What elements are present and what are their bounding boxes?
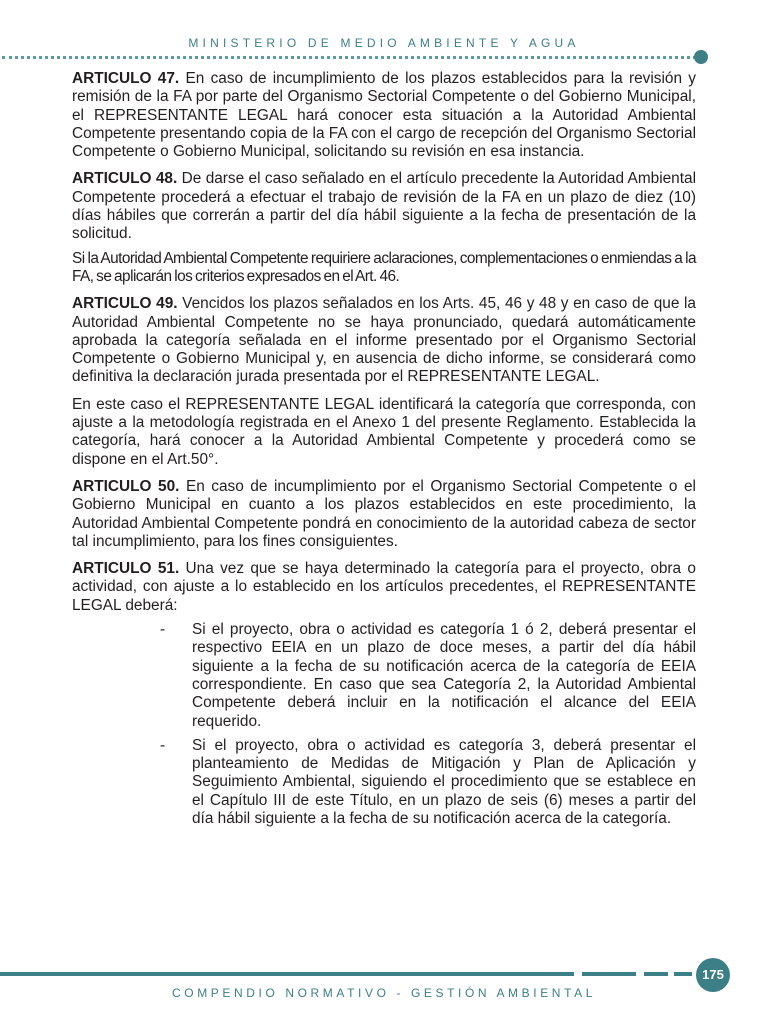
- header-dotted-rule: [2, 56, 696, 59]
- article-50: [72, 478, 696, 551]
- article-50-text: En caso de incumplimiento por el Organismo Sectorial Competente o el Gobierno Municipal en cuanto a los plazos establecidos en este procedimiento, la Autoridad Ambiental Competente pondrá en conocimiento de la autoridad cabeza de sector tal incumplimiento, para los fines consiguientes.: [72, 477, 696, 550]
- list-item-text: Si el proyecto, obra o actividad es categoría 1 ó 2, deberá presentar el respectivo EEIA en un plazo de doce meses, a partir del día hábil siguiente a la fecha de su notificación acerca de la categoría de EEIA correspondiente. En caso que sea Categoría 2, la Autoridad Ambiental Competente deberá incluir en la notificación el alcance del EEIA requerido.: [192, 621, 696, 730]
- article-49-label: ARTICULO 49.: [72, 295, 178, 313]
- page-number: 175: [696, 958, 730, 992]
- article-51: [72, 560, 696, 615]
- article-47: [72, 70, 696, 161]
- list-dash: -: [160, 736, 166, 754]
- article-51-list: [72, 621, 696, 828]
- page-body: [72, 70, 696, 834]
- running-footer: COMPENDIO NORMATIVO - GESTIÓN AMBIENTAL: [172, 986, 596, 1000]
- footer-rule-segment: [674, 972, 692, 976]
- article-49-paragraph-2: [72, 396, 696, 469]
- list-item-text: Si el proyecto, obra o actividad es categoría 3, deberá presentar el planteamiento de Medidas de Mitigación y Plan de Aplicación y Seguimiento Ambiental, siguiendo el procedimiento que se establece en el Capítulo III de este Título, en un plazo de seis (6) meses a partir del día hábil siguiente a la fecha de su notificación acerca de la categoría.: [192, 736, 696, 827]
- list-item: [160, 621, 696, 731]
- list-dash: -: [160, 621, 166, 639]
- article-49-para2-text: En este caso el REPRESENTANTE LEGAL identificará la categoría que corresponda, con ajuste a la metodología registrada en el Anexo 1 del presente Reglamento. Establecida la categoría, hará conocer a la Autoridad Ambiental Competente y procederá como se dispone en el Art.50°.: [72, 395, 696, 468]
- running-header: MINISTERIO DE MEDIO AMBIENTE Y AGUA: [188, 36, 580, 50]
- article-48-label: ARTICULO 48.: [72, 170, 178, 188]
- article-49: [72, 295, 696, 386]
- article-47-label: ARTICULO 47.: [72, 70, 180, 87]
- article-51-label: ARTICULO 51.: [72, 560, 180, 578]
- footer-rule-segment: [582, 972, 636, 976]
- list-item: [160, 736, 696, 828]
- footer-rule: [0, 972, 574, 976]
- footer-rule-segment: [644, 972, 668, 976]
- article-48-text: De darse el caso señalado en el artículo precedente la Autoridad Ambiental Competente procederá a efectuar el trabajo de revisión de la FA en un plazo de diez (10) días hábiles que correrán a partir del día hábil siguiente a la fecha de presentación de la solicitud.: [72, 170, 696, 243]
- article-48: [72, 170, 696, 243]
- header-rule-dot: [694, 50, 708, 64]
- article-48-para2-text: Si la Autoridad Ambiental Competente requiriere aclaraciones, complementaciones o enmiendas a la FA, se aplicarán los criterios expresados en el Art. 46.: [72, 249, 696, 285]
- article-49-text: Vencidos los plazos señalados en los Arts. 45, 46 y 48 y en caso de que la Autoridad Ambiental Competente no se haya pronunciado, quedará automáticamente aprobada la categoría señalada en el informe presentado por el Organismo Sectorial Competente o Gobierno Municipal y, en ausencia de dicho informe, se considerará como definitiva la declaración jurada presentada por el REPRESENTANTE LEGAL.: [72, 295, 696, 386]
- article-50-label: ARTICULO 50.: [72, 477, 180, 495]
- article-48-paragraph-2: [72, 250, 696, 287]
- article-51-text: Una vez que se haya determinado la categoría para el proyecto, obra o actividad, con ajuste a lo establecido en los artículos precedentes, el REPRESENTANTE LEGAL deberá:: [72, 560, 696, 614]
- article-47-text: En caso de incumplimiento de los plazos establecidos para la revisión y remisión de la FA por parte del Organismo Sectorial Competente o del Gobierno Municipal, el REPRESENTANTE LEGAL hará conocer esta situación a la Autoridad Ambiental Competente presentando copia de la FA con el cargo de recepción del Organismo Sectorial Competente o Gobierno Municipal, solicitando su revisión en esa instancia.: [72, 70, 696, 161]
